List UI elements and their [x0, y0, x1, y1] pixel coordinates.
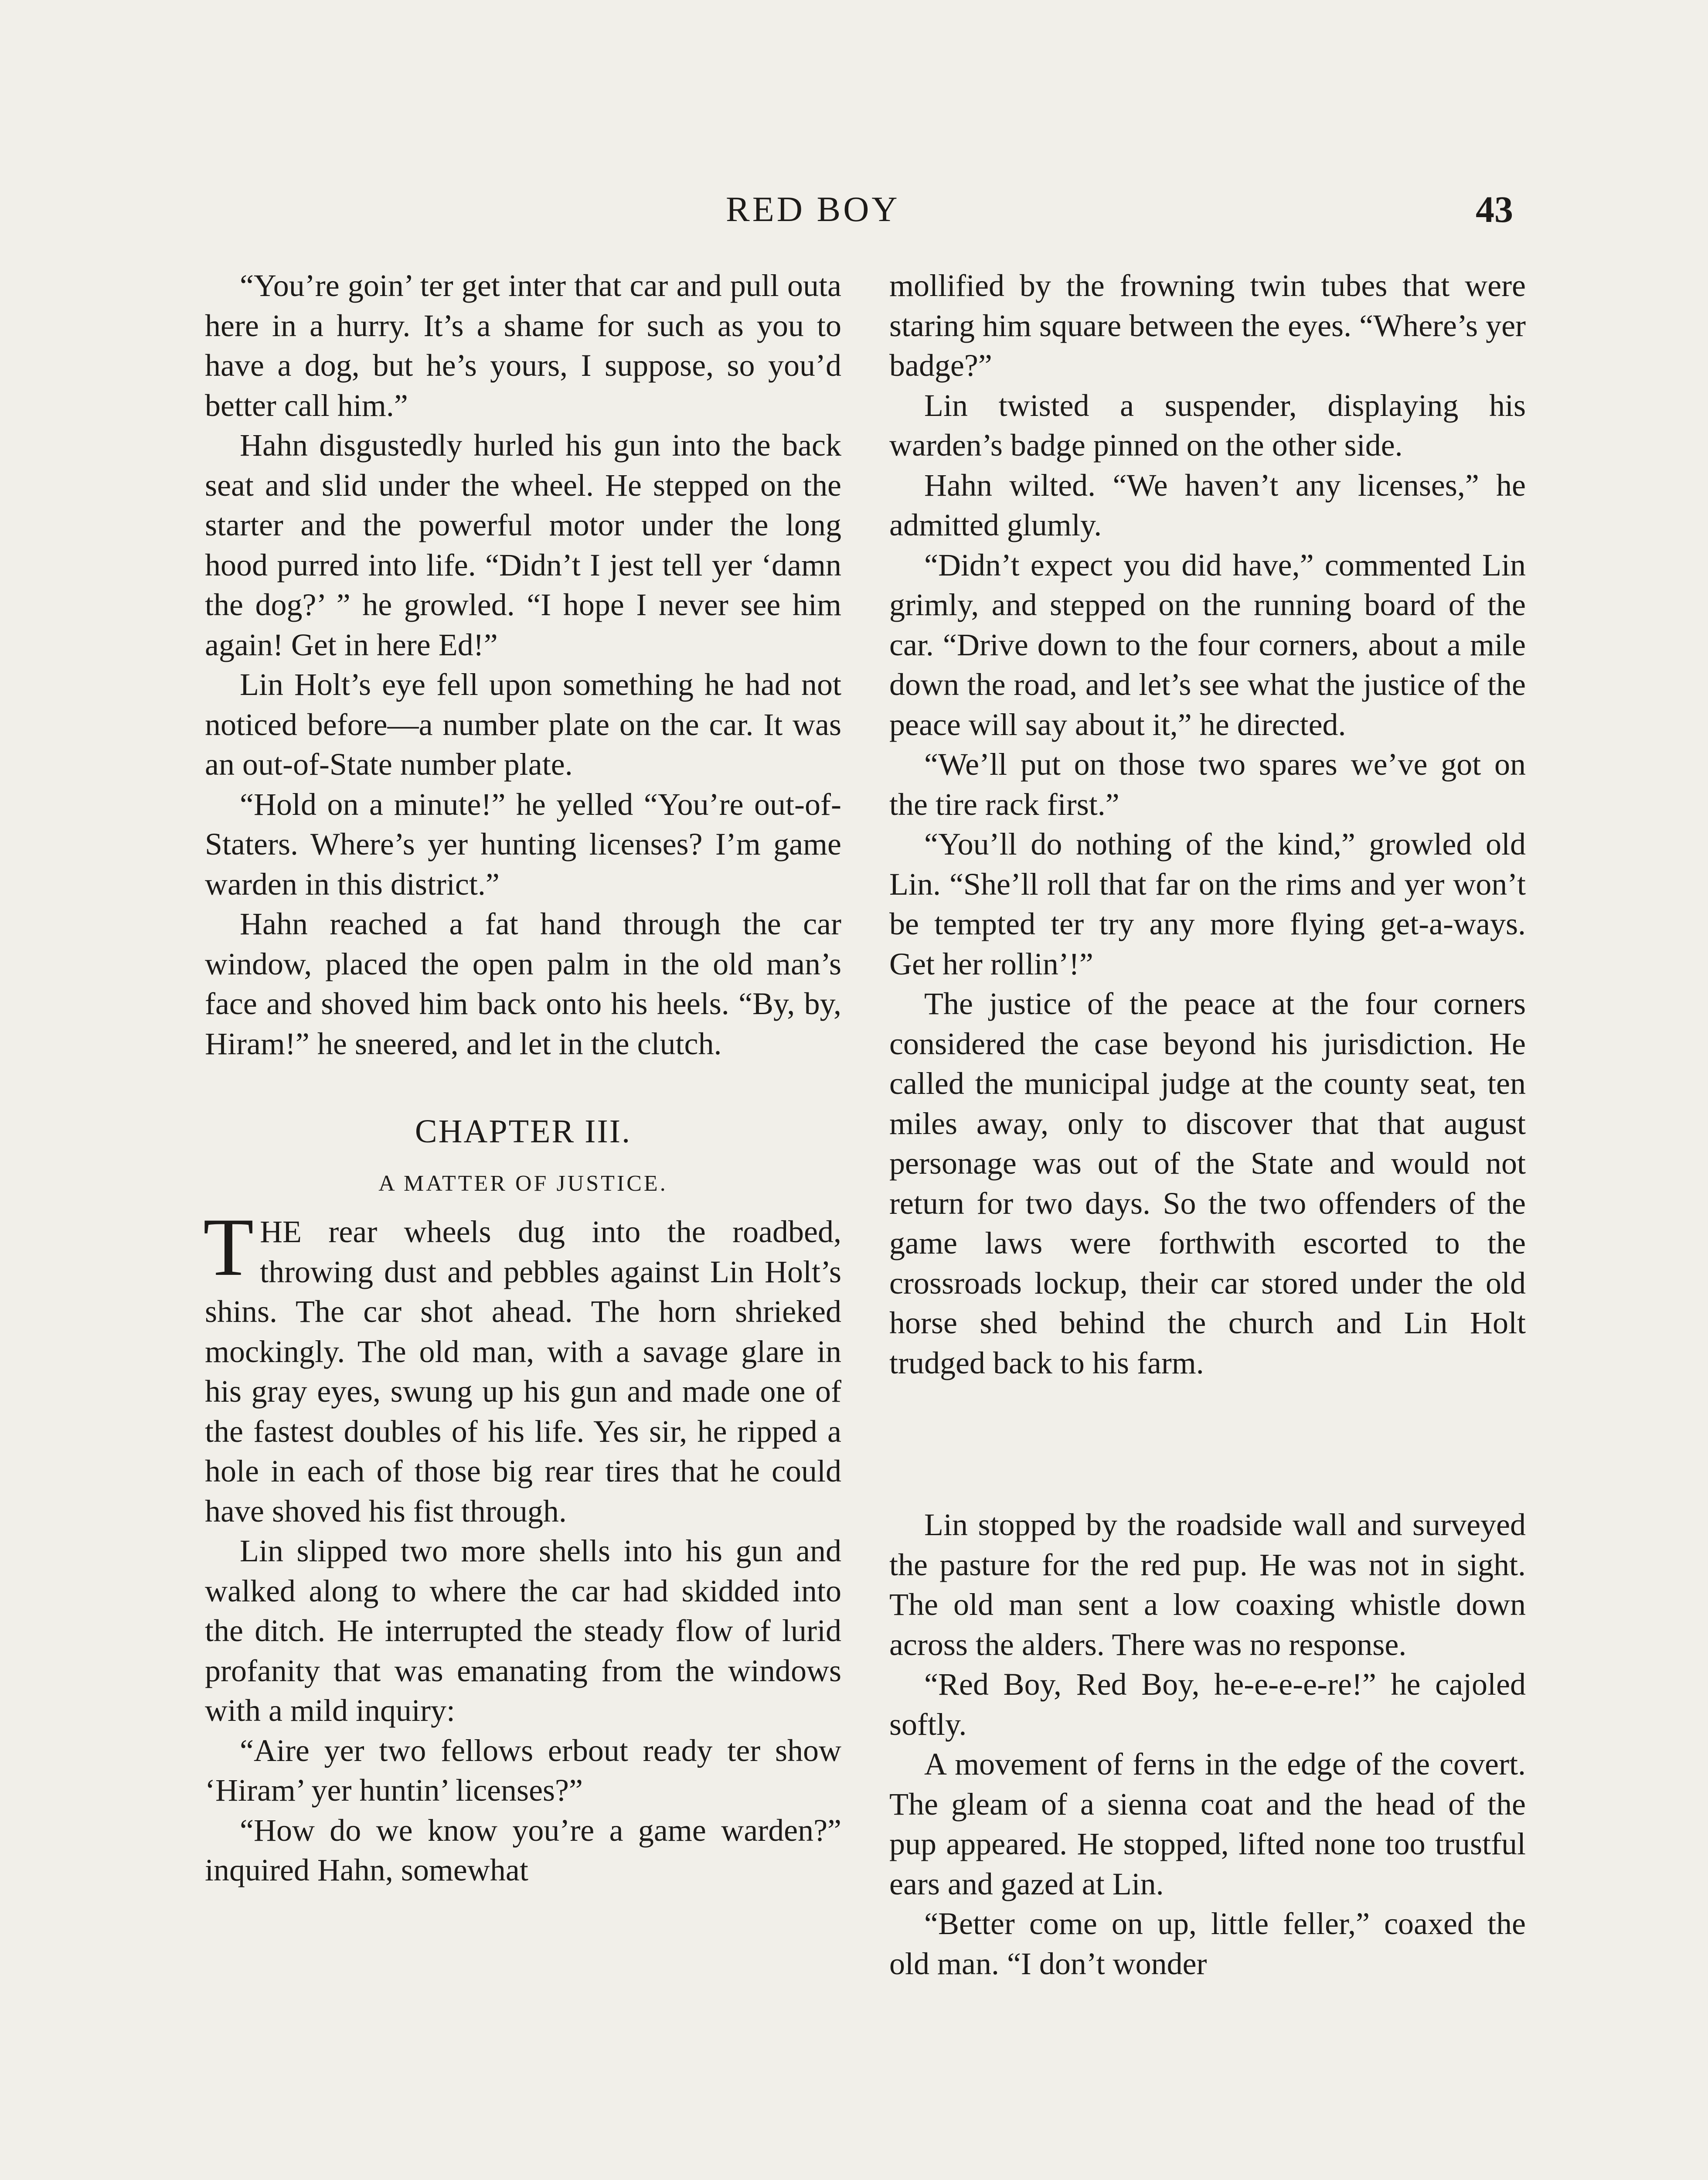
paragraph: “How do we know you’re a game warden?” inquired Hahn, somewhat	[205, 1812, 841, 1887]
section-break	[889, 1383, 1526, 1505]
paragraph: “We’ll put on those two spares we’ve got on the tire rack first.”	[889, 747, 1526, 822]
paragraph: “You’ll do nothing of the kind,” growled old Lin. “She’ll roll that far on the rims and yer won’t be tempted ter try any more flying get-a-ways. Get her rollin’!”	[889, 827, 1526, 981]
paragraph: mollified by the frowning twin tubes that were staring him square between the eyes. “Where’s yer badge?”	[889, 268, 1526, 383]
paragraph: Lin slipped two more shells into his gun and walked along to where the car had skidded into the ditch. He interrupted the steady flow of lurid profanity that was emanating from the windows with a mild inquiry:	[205, 1533, 841, 1728]
paragraph: Hahn wilted. “We haven’t any licenses,” he admitted glumly.	[889, 467, 1526, 542]
chapter-opening-paragraph	[203, 1202, 841, 1531]
paragraph: “You’re goin’ ter get inter that car and pull outa here in a hurry. It’s a shame for such as you to have a dog, but he’s yours, I suppose, so you’d better call him.”	[205, 268, 841, 423]
page-number: 43	[1476, 188, 1513, 230]
paragraph: Lin stopped by the roadside wall and surveyed the pasture for the red pup. He was not in sight. The old man sent a low coaxing whistle down across the alders. There was no response.	[889, 1507, 1526, 1662]
right-column	[889, 266, 1526, 1984]
chapter-subtitle: A MATTER OF JUSTICE.	[378, 1171, 668, 1196]
chapter-title: CHAPTER III.	[415, 1113, 632, 1150]
paragraph: The justice of the peace at the four corners considered the case beyond his jurisdiction. He called the municipal judge at the county seat, ten miles away, only to discover that that august personage was out of the State and would not return for two days. So the two offenders of the game laws were forthwith escorted to the crossroads lockup, their car stored under the old horse shed behind the church and Lin Holt trudged back to his farm.	[889, 986, 1526, 1380]
paragraph: A movement of ferns in the edge of the covert. The gleam of a sienna coat and the head of the pup appeared. He stopped, lifted none too trustful ears and gazed at Lin.	[889, 1747, 1526, 1901]
paragraph-text: HE rear wheels dug into the roadbed, throwing dust and pebbles against Lin Holt’s shins. The car shot ahead. The horn shrieked mockingly. The old man, with a savage glare in his gray eyes, swung up his gun and made one of the fastest doubles of his life. Yes sir, he ripped a hole in each of those big rear tires that he could have shoved his fist through.	[205, 1214, 841, 1529]
paragraph: “Aire yer two fellows erbout ready ter show ‘Hiram’ yer huntin’ licenses?”	[205, 1733, 841, 1808]
running-head: RED BOY	[726, 189, 900, 229]
paragraph: Lin Holt’s eye fell upon something he had not noticed before—a number plate on the car. It was an out-of-State number plate.	[205, 667, 841, 782]
paragraph: “Didn’t expect you did have,” commented Lin grimly, and stepped on the running board of the car. “Drive down to the four corners, about a mile down the road, and let’s see what the justice of the peace will say about it,” he directed.	[889, 547, 1526, 742]
left-column	[205, 266, 841, 1890]
paragraph: Hahn disgustedly hurled his gun into the back seat and slid under the wheel. He stepped on the starter and the powerful motor under the long hood purred into life. “Didn’t I jest tell yer ‘damn the dog?’ ” he growled. “I hope I never see him again! Get in here Ed!”	[205, 428, 841, 662]
drop-cap: T	[203, 1202, 254, 1293]
page-header	[0, 185, 1708, 233]
paragraph: Hahn reached a fat hand through the car window, placed the open palm in the old man’s face and shoved him back onto his heels. “By, by, Hiram!” he sneered, and let in the clutch.	[205, 906, 841, 1061]
paragraph: “Red Boy, Red Boy, he-e-e-e-re!” he cajoled softly.	[889, 1667, 1526, 1742]
paragraph: Lin twisted a suspender, displaying his warden’s badge pinned on the other side.	[889, 388, 1526, 463]
paragraph: “Hold on a minute!” he yelled “You’re out-of-Staters. Where’s yer hunting licenses? I’m game warden in this district.”	[205, 787, 841, 902]
paragraph: “Better come on up, little feller,” coaxed the old man. “I don’t wonder	[889, 1906, 1526, 1981]
